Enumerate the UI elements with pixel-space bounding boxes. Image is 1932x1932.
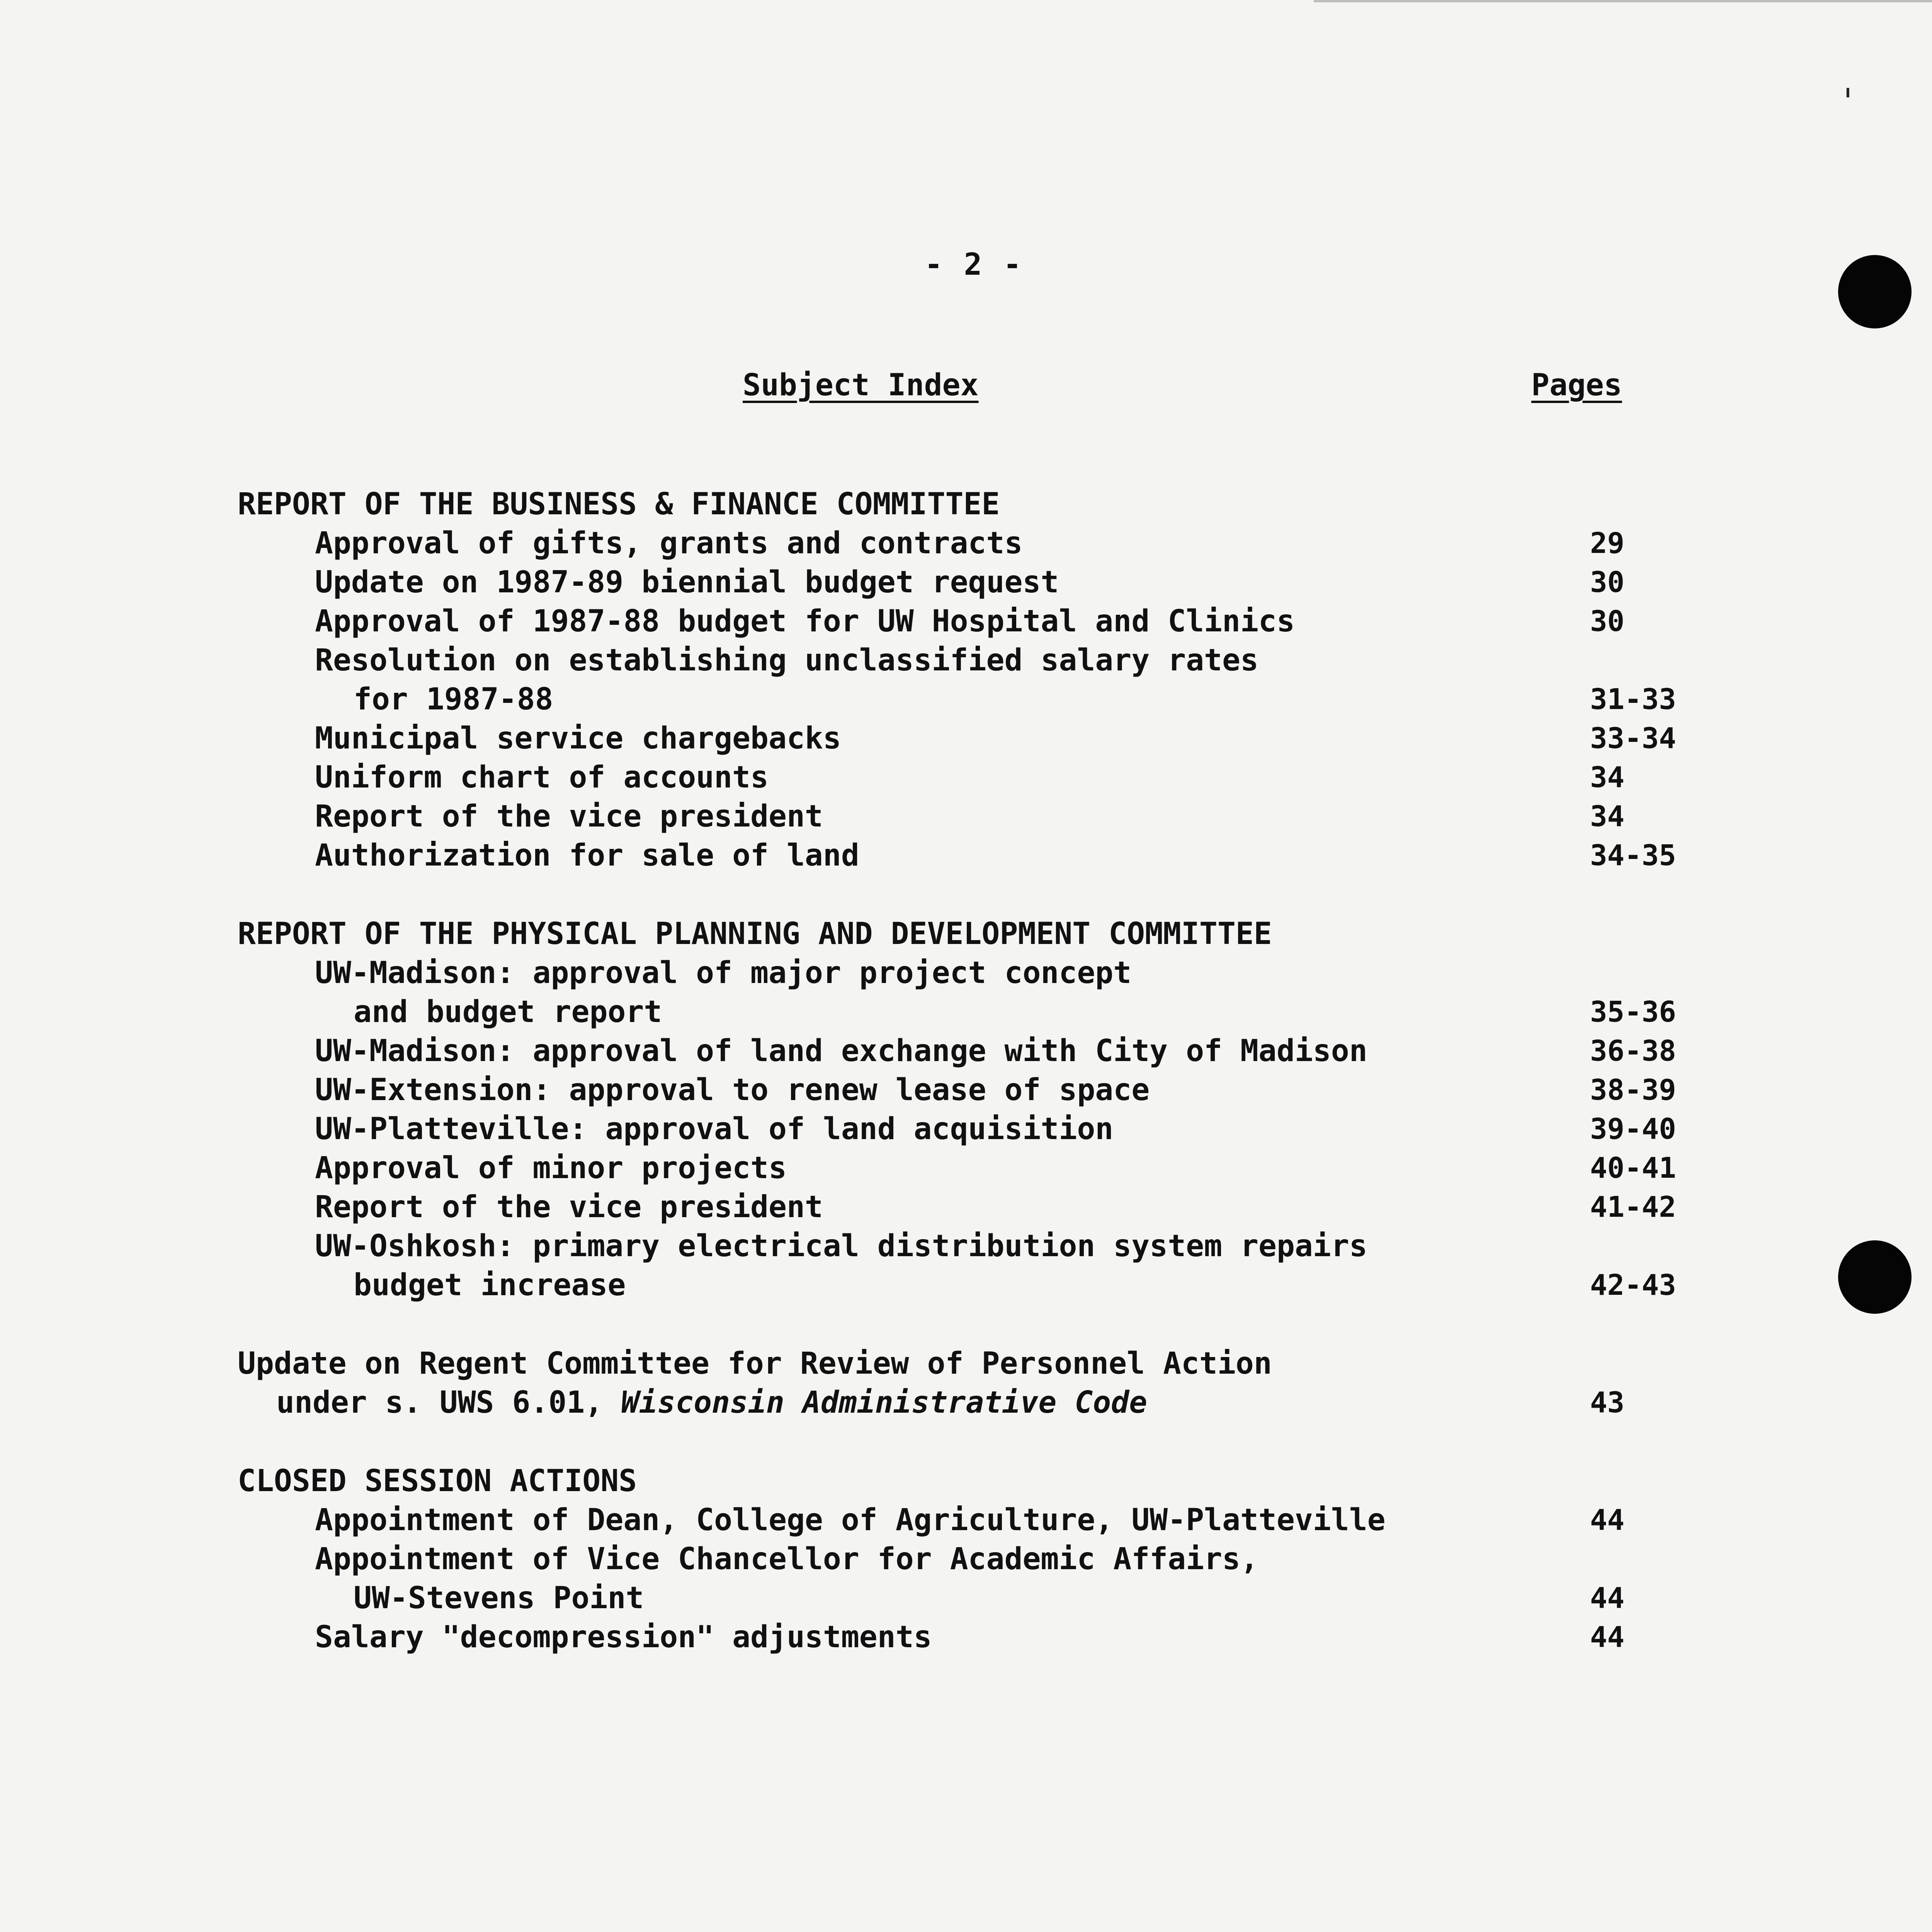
index-item-pages: 33-34 [1590,722,1676,755]
section-closed-session [238,1462,1706,1657]
index-row [238,1188,1706,1227]
subject-index [238,485,1706,1696]
index-item-text: Report of the vice president [315,799,823,834]
index-item-text: Approval of minor projects [315,1151,787,1185]
index-item-text: Municipal service chargebacks [315,721,841,756]
index-item-pages: 31-33 [1590,683,1676,716]
page-number: - 2 - [924,247,1023,282]
index-item-text: Authorization for sale of land [315,838,859,873]
index-item-pages: 34 [1590,800,1625,833]
index-item-text: UW-Oshkosh: primary electrical distribution system repairs budget increase [238,1227,1590,1305]
index-row [238,1110,1706,1149]
index-item-pages: 44 [1590,1621,1625,1654]
index-row [238,797,1706,836]
index-item-pages: 38-39 [1590,1073,1676,1107]
index-item-pages: 30 [1590,566,1625,599]
index-item-text: Appointment of Dean, College of Agriculture, UW-Platteville [315,1503,1386,1537]
index-item-continuation: budget increase [354,1268,626,1303]
index-item-pages: 40-41 [1590,1151,1676,1185]
section-business-finance [238,485,1706,875]
index-item-text: Salary "decompression" adjustments [315,1620,932,1655]
update-regent-committee-entry [238,1344,1706,1422]
section-heading: CLOSED SESSION ACTIONS [238,1464,637,1498]
index-row [238,1227,1706,1305]
index-row [238,1540,1706,1618]
index-item-text: UW-Extension: approval to renew lease of space [315,1073,1150,1107]
section-heading: REPORT OF THE PHYSICAL PLANNING AND DEVELOPMENT COMMITTEE [238,917,1272,951]
index-item-pages: 39-40 [1590,1112,1676,1146]
index-item-pages: 30 [1590,605,1625,638]
index-item-continuation: UW-Stevens Point [354,1581,644,1616]
index-row [238,719,1706,758]
index-row [238,836,1706,875]
index-row [238,1618,1706,1657]
index-row [238,602,1706,641]
index-row [238,1032,1706,1071]
index-item-pages: 35-36 [1590,995,1676,1029]
corner-mark: ' [1843,81,1853,122]
subject-index-title: Subject Index [743,368,979,403]
index-item-pages: 44 [1590,1503,1625,1537]
index-item-pages: 34 [1590,761,1625,794]
index-row [238,1501,1706,1540]
index-item-text: UW-Madison: approval of land exchange with City of Madison [315,1034,1367,1068]
index-row [238,524,1706,563]
index-item-continuation: and budget report [354,995,662,1029]
index-item-pages: 42-43 [1590,1269,1676,1302]
index-item-text: Approval of gifts, grants and contracts [315,526,1023,561]
section-physical-planning [238,915,1706,1305]
index-item-pages: 29 [1590,527,1625,560]
index-item-text: Update on Regent Committee for Review of Personnel Action under s. UWS 6.01, Wisconsin Administrative Code [238,1344,1590,1422]
index-row [238,1071,1706,1110]
index-item-text: Report of the vice president [315,1190,823,1225]
index-row [238,641,1706,719]
index-row [238,1149,1706,1188]
section-heading: REPORT OF THE BUSINESS & FINANCE COMMITTEE [238,487,1000,522]
binder-hole-middle [1838,1240,1912,1314]
code-title-italic: Wisconsin Administrative Code [621,1385,1148,1420]
index-item-pages: 41-42 [1590,1190,1676,1224]
index-item-text: UW-Madison: approval of major project concept and budget report [238,954,1590,1032]
index-item-text: Appointment of Vice Chancellor for Academic Affairs, UW-Stevens Point [238,1540,1590,1618]
index-item-text: UW-Platteville: approval of land acquisition [315,1112,1114,1146]
index-row [238,563,1706,602]
index-item-text: Uniform chart of accounts [315,760,769,795]
index-item-pages: 36-38 [1590,1034,1676,1068]
index-row [238,954,1706,1032]
scan-edge [1314,0,1932,2]
index-item-continuation: for 1987-88 [354,682,553,717]
index-item-text: Update on 1987-89 biennial budget request [315,565,1059,600]
index-item-text: Resolution on establishing unclassified salary rates for 1987-88 [238,641,1590,719]
index-item-pages: 44 [1590,1582,1625,1615]
index-item-pages: 43 [1590,1386,1625,1419]
pages-column-title: Pages [1531,368,1622,403]
index-item-continuation: under s. UWS 6.01, Wisconsin Administrative Code [276,1385,1148,1420]
index-row [238,758,1706,797]
index-item-pages: 34-35 [1590,839,1676,872]
index-item-text: Approval of 1987-88 budget for UW Hospital and Clinics [315,604,1295,639]
